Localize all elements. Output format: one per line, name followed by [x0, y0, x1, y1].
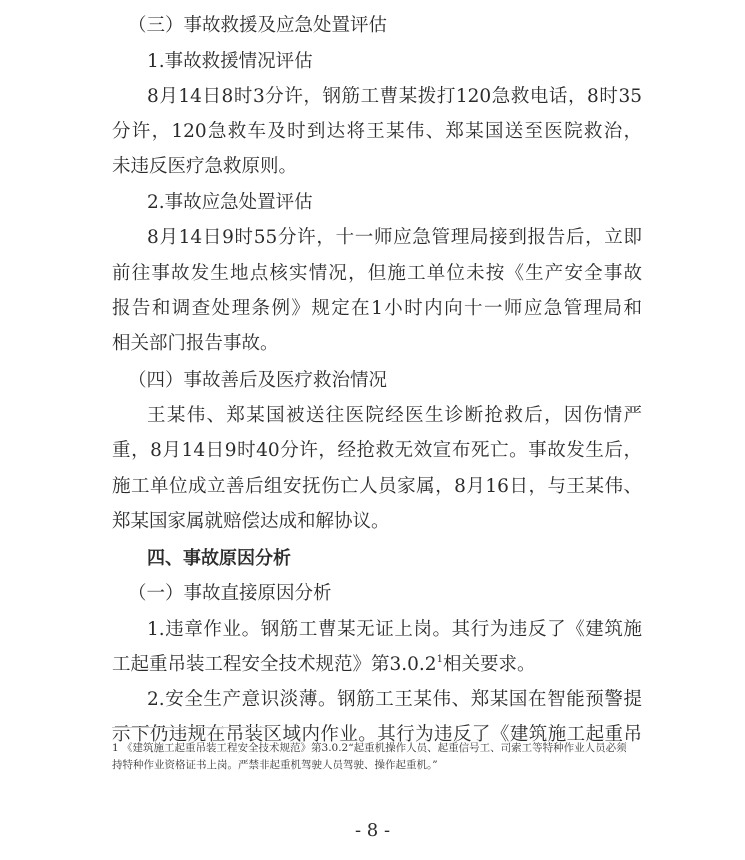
paragraph-line: 8月14日8时3分许，钢筋工曹某拨打120急救电话，8时35	[147, 86, 642, 107]
section-heading: （一）事故直接原因分析	[128, 583, 332, 604]
paragraph-line: 王某伟、郑某国被送往医院经医生诊断抢救后，因伤情严	[147, 405, 642, 426]
section-heading: （三）事故救援及应急处置评估	[128, 15, 388, 36]
paragraph-line: 1.违章作业。钢筋工曹某无证上岗。其行为违反了《建筑施	[147, 619, 642, 640]
paragraph-line: 相关部门报告事故。	[112, 333, 279, 354]
footnote-line: 1 《建筑施工起重吊装工程安全技术规范》第3.0.2“起重机操作人员、起重信号工、司索工等特种作业人员必须	[112, 742, 627, 754]
section-heading: （四）事故善后及医疗救治情况	[128, 370, 388, 391]
paragraph-line: 分许，120急救车及时到达将王某伟、郑某国送至医院救治，	[112, 121, 642, 142]
paragraph-line: 8月14日9时55分许，十一师应急管理局接到报告后，立即	[147, 227, 642, 248]
paragraph-line: 施工单位成立善后组安抚伤亡人员家属，8月16日，与王某伟、	[112, 476, 642, 497]
subsection-heading: 1.事故救援情况评估	[147, 51, 313, 72]
paragraph-line: 报告和调查处理条例》规定在1小时内向十一师应急管理局和	[112, 298, 642, 319]
paragraph-line	[112, 653, 535, 677]
paragraph-line: 示下仍违规在吊装区域内作业。其行为违反了《建筑施工起重吊	[112, 724, 642, 745]
line-text: 工起重吊装工程安全技术规范》第3.0.2	[112, 654, 437, 675]
paragraph-line: 未违反医疗急救原则。	[112, 156, 298, 177]
paragraph-line: 重，8月14日9时40分许，经抢救无效宣布死亡。事故发生后，	[112, 440, 642, 461]
paragraph-line: 2.安全生产意识淡薄。钢筋工王某伟、郑某国在智能预警提	[147, 689, 642, 710]
paragraph-line: 前往事故发生地点核实情况，但施工单位未按《生产安全事故	[112, 263, 642, 284]
footnote-divider	[112, 727, 272, 728]
footnote-reference[interactable]: 1	[436, 654, 443, 665]
line-text: 相关要求。	[442, 654, 536, 675]
subsection-heading: 2.事故应急处置评估	[147, 192, 313, 213]
page-number: - 8 -	[354, 820, 391, 841]
chapter-heading: 四、事故原因分析	[147, 548, 291, 569]
footnote-line: 持特种作业资格证书上岗。严禁非起重机驾驶人员驾驶、操作起重机。”	[112, 759, 438, 771]
paragraph-line: 郑某国家属就赔偿达成和解协议。	[112, 511, 390, 532]
